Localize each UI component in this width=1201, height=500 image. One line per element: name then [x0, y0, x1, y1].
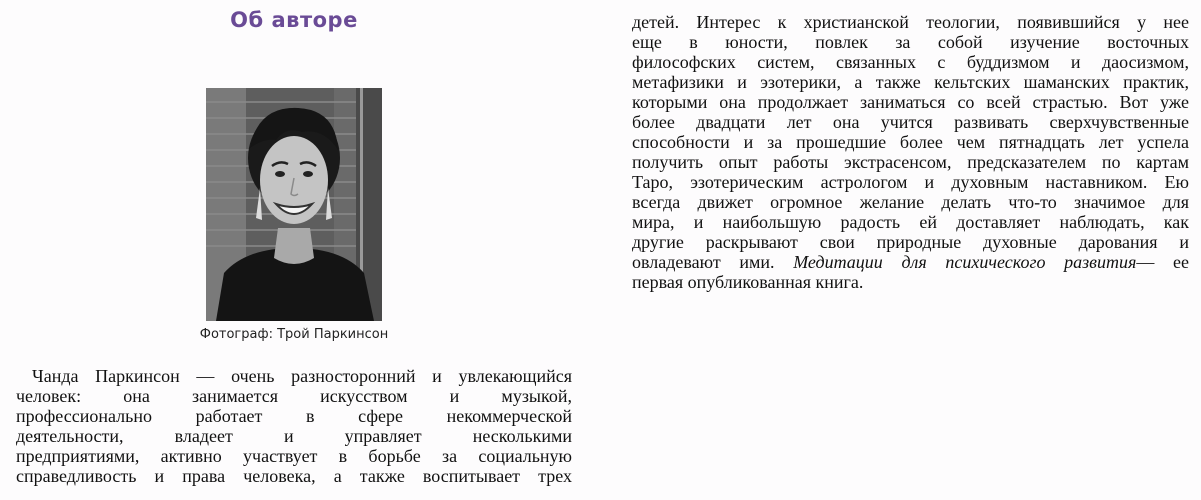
- text-line: предприятиями, активно участвует в борьбе за социальную: [16, 446, 572, 466]
- text-line: деятельности, владеет и управляет несколькими: [16, 426, 572, 446]
- text-line: метафизики и эзотерики, а также кельтских шаманских практик,: [632, 72, 1189, 92]
- text-line: человек: она занимается искусством и музыкой,: [16, 386, 572, 406]
- text-line: еще в юности, повлек за собой изучение восточных: [632, 32, 1189, 52]
- text-line: справедливость и права человека, а также воспитывает трех: [16, 466, 572, 486]
- text-line: которыми она продолжает заниматься со всей страстью. Вот уже: [632, 92, 1189, 112]
- text-line: получить опыт работы экстрасенсом, предсказателем по картам: [632, 152, 1189, 172]
- left-column-text: [16, 366, 572, 486]
- book-title: Медитации для психического развития: [793, 252, 1137, 272]
- text-line: способности и за прошедшие более чем пятнадцать лет успела: [632, 132, 1189, 152]
- text-line: овладевают ими. Медитации для психического развития— ее: [632, 252, 1189, 272]
- page-heading: Об авторе: [230, 8, 358, 32]
- right-column-text: [632, 12, 1189, 292]
- text-line: первая опубликованная книга.: [632, 272, 864, 292]
- text-line: более двадцати лет она учится развивать сверхчувственные: [632, 112, 1189, 132]
- text-line: детей. Интерес к христианской теологии, появившийся у нее: [632, 12, 1189, 32]
- text-line: другие раскрывают свои природные духовные дарования и: [632, 232, 1189, 252]
- text-line: Таро, эзотерическим астрологом и духовным наставником. Ею: [632, 172, 1189, 192]
- text-line: философских систем, связанных с буддизмом и даосизмом,: [632, 52, 1189, 72]
- text-line: Чанда Паркинсон — очень разносторонний и увлекающийся: [32, 366, 572, 386]
- text-line: мира, и наибольшую радость ей доставляет наблюдать, как: [632, 212, 1189, 232]
- photo-caption: Фотограф: Трой Паркинсон: [199, 327, 389, 342]
- author-photo: [206, 88, 382, 321]
- text-line: профессионально работает в сфере некоммерческой: [16, 406, 572, 426]
- text-line: всегда движет огромное желание делать что-то значимое для: [632, 192, 1189, 212]
